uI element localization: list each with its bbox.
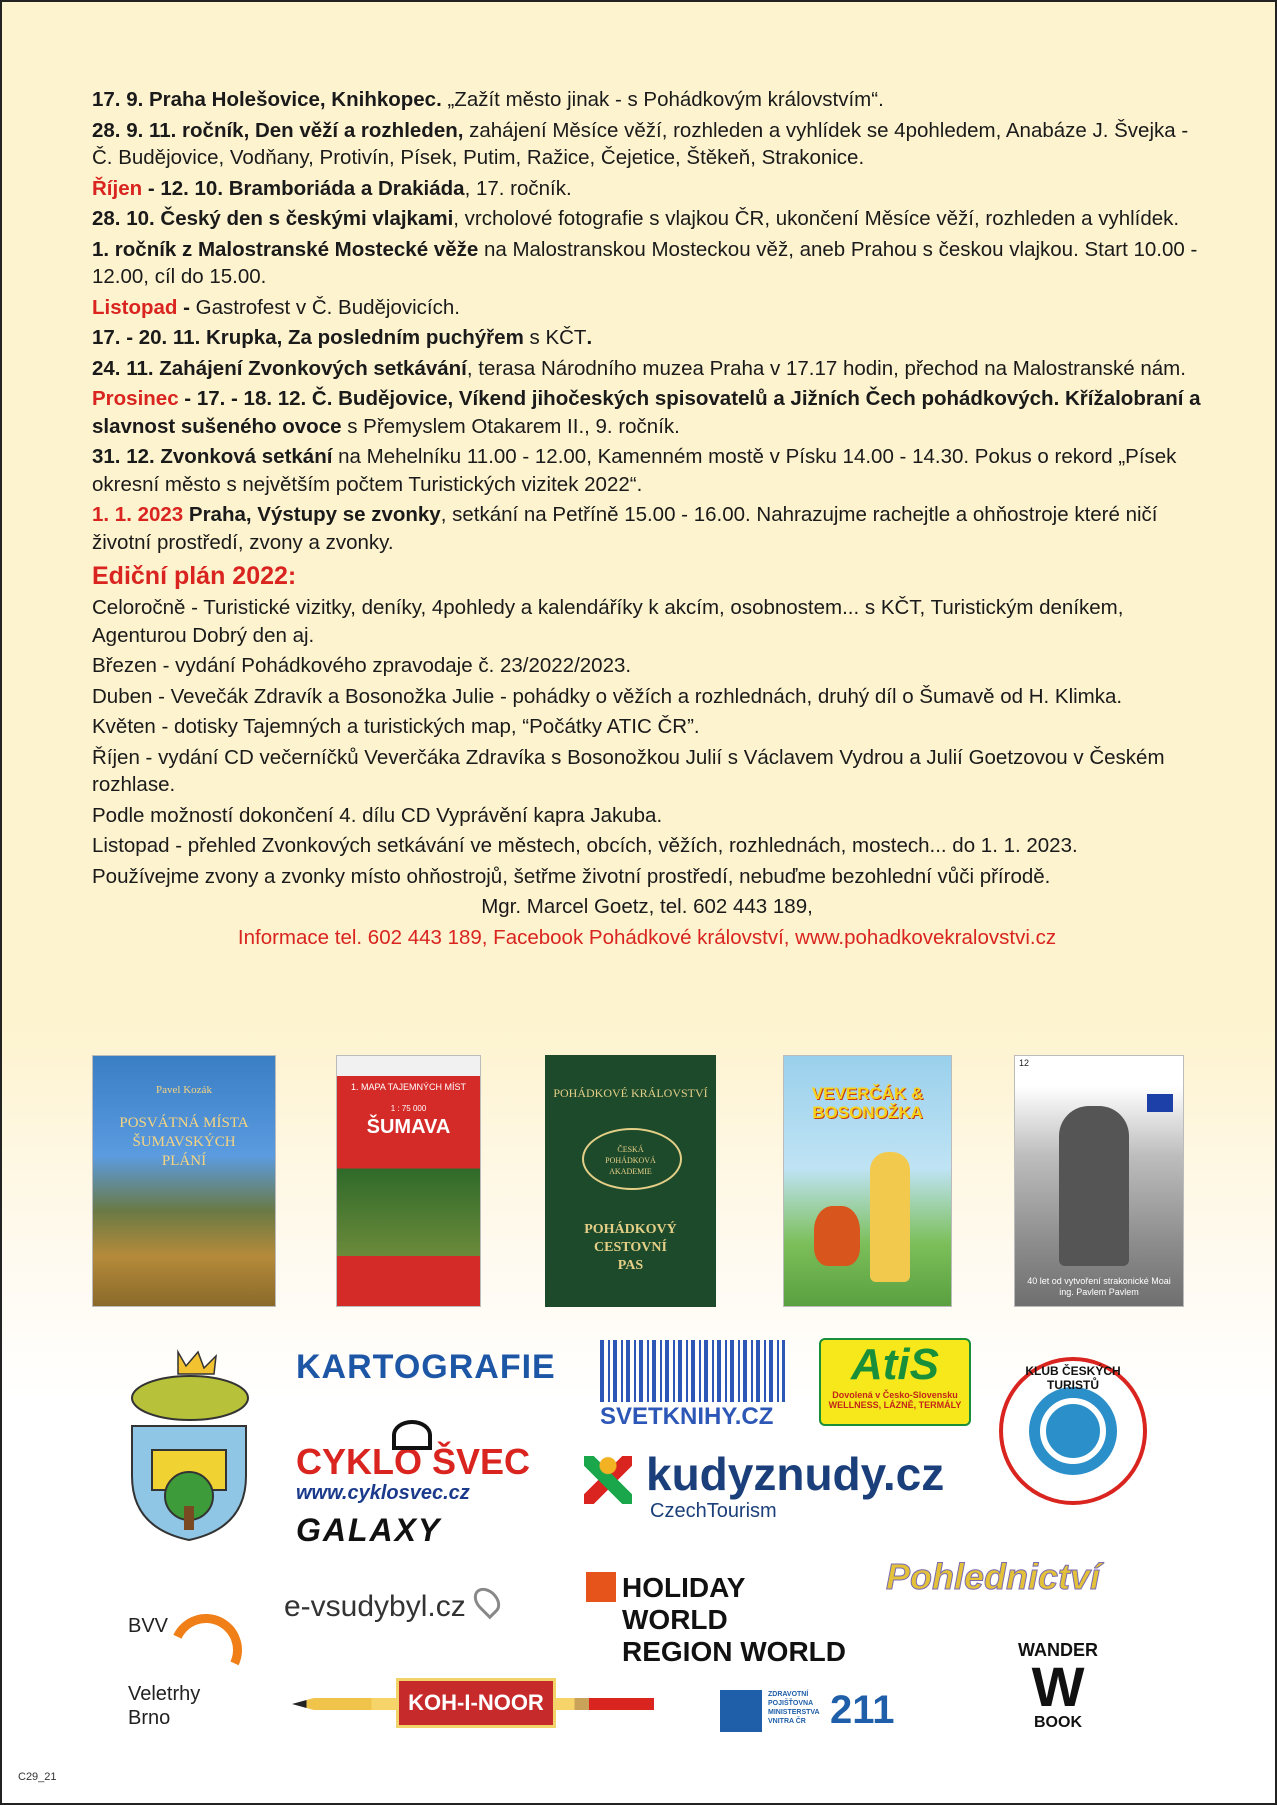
czechtourism-text: CzechTourism (650, 1500, 777, 1522)
kartografie-logo: KARTOGRAFIE (296, 1348, 556, 1386)
card-number: 12 (1019, 1058, 1030, 1068)
signature: Mgr. Marcel Goetz, tel. 602 443 189, (481, 895, 813, 918)
kct-logo (998, 1356, 1148, 1506)
event-item (92, 236, 1202, 291)
wander-w-icon: W (1031, 1655, 1085, 1718)
event-text: 28. 10. Český den s českými vlajkami (92, 207, 454, 230)
plan-item: Říjen - vydání CD večerníčků Veverčáka Zdravíka s Bosonožkou Julií s Václavem Vydrou a Julií Goetzovou v Českém rozhlase. (92, 745, 1165, 796)
event-text: 17. - 20. 11. Krupka, Za posledním puchýřem (92, 326, 524, 349)
event-text: - (177, 295, 196, 319)
event-text: , 17. ročník. (464, 176, 572, 200)
atis-text: AtiS (851, 1340, 939, 1389)
event-text: na Malostranskou Mosteckou věž, aneb Prahou s českou vlajkou. Start 10.00 - 12.00, cíl do 15.00. (92, 237, 1198, 288)
event-text: Gastrofest v Č. Budějovicích. (195, 295, 460, 319)
event-text: na Mehelníku 11.00 - 12.00, Kamenném mostě v Písku 14.00 - 14.30. Pokus o rekord „Písek okresní město s největším počtem Turistických vizitek 2022“. (92, 445, 1177, 496)
events-text (92, 86, 1202, 954)
event-text: Prosinec (92, 387, 179, 410)
card-caption: 40 let od vytvoření strakonické Moai ing. Pavlem Pavlem (1027, 1276, 1171, 1297)
event-text: zahájení Měsíce věží, rozhleden a vyhlídek se 4pohledem, Anabáze J. Švejka - Č. Budějovice, Vodňany, Protivín, Písek, Putim, Ražice, Čejetice, Štěkeň, Strakonice. (92, 118, 1189, 169)
pohlednictvi-logo: Pohlednictví (886, 1556, 1101, 1597)
cyklo-url: www.cyklosvec.cz (296, 1482, 470, 1504)
event-text: . (586, 326, 593, 349)
kohinoor-logo (292, 1676, 654, 1730)
event-text: 17. 9. Praha Holešovice, Knihkopec. (92, 88, 442, 111)
event-item (92, 355, 1202, 383)
bvv-brno: Brno (128, 1707, 171, 1729)
cyklosvec-logo (296, 1420, 532, 1504)
passport-seal-text: ČESKÁ POHÁDKOVÁ AKADEMIE (605, 1145, 656, 1176)
moai-statue (1059, 1106, 1129, 1266)
event-item (92, 443, 1202, 498)
event-text: 31. 12. Zvonková setkání (92, 445, 333, 468)
plan-item: Březen - vydání Pohádkového zpravodaje č. 23/2022/2023. (92, 654, 632, 677)
galaxy-logo: GALAXY (296, 1512, 442, 1548)
cyclist-icon (392, 1420, 432, 1450)
book1-author: Pavel Kozák (156, 1084, 212, 1096)
bvv-veletrhy: Veletrhy (128, 1683, 201, 1705)
atis-sub2: WELLNESS, LÁZNĚ, TERMÁLY (828, 1400, 962, 1410)
passport-top: POHÁDKOVÉ KRÁLOVSTVÍ (553, 1086, 708, 1100)
event-item (92, 117, 1202, 172)
holiday-text: HOLIDAY WORLD (622, 1572, 745, 1635)
book4-title: VEVERČÁK & BOSONOŽKA (811, 1084, 924, 1122)
event-text: 1. 1. 2023 (92, 503, 184, 526)
event-text: - 12. 10. Bramboriáda a Drakiáda (142, 176, 465, 200)
town-coat-of-arms (118, 1346, 260, 1542)
girl-figure (870, 1152, 910, 1282)
event-text: - 17. - 18. 12. Č. Budějovice, Víkend jihočeských spisovatelů a Jižních Čech pohádkových. Křížalobraní a slavnost sušeného ovoce (92, 387, 1201, 438)
kudyznudy-text: kudyznudy.cz (646, 1448, 945, 1500)
event-text: Listopad (92, 295, 178, 319)
plan-item: Celoročně - Turistické vizitky, deníky, 4pohledy a kalendáříky k akcím, osobnostem... s KČT, Turistickým deníkem, Agenturou Dobrý den aj. (92, 596, 1124, 647)
book1-title: POSVÁTNÁ MÍSTA ŠUMAVSKÝCH PLÁNÍ (119, 1115, 249, 1169)
event-text: 28. 9. 11. ročník, Den věží a rozhleden, (92, 118, 464, 142)
svetknihy-text: SVETKNIHY.CZ (600, 1403, 774, 1430)
plan-item: Podle možností dokončení 4. dílu CD Vyprávění kapra Jakuba. (92, 803, 663, 827)
plan-title: Ediční plán 2022: (92, 562, 297, 590)
kudyznudy-logo (584, 1448, 964, 1522)
squirrel-figure (814, 1206, 860, 1266)
contact-line: Informace tel. 602 443 189, Facebook Pohádkové království, www.pohadkovekralovstvi.cz (237, 925, 1057, 949)
holiday-icon (586, 1572, 616, 1602)
plan-item: Květen - dotisky Tajemných a turistických map, “Počátky ATIC ČR”. (92, 715, 700, 738)
event-text: Říjen (92, 176, 143, 200)
book-text: BOOK (1034, 1714, 1082, 1731)
book-vevercak (783, 1055, 952, 1307)
event-text: 24. 11. Zahájení Zvonkových setkávání (92, 356, 467, 380)
map-scale: 1 : 75 000 (390, 1104, 427, 1113)
event-text: , vrcholové fotografie s vlajkou ČR, ukončení Měsíce věží, rozhleden a vyhlídek. (453, 207, 1180, 230)
kohinoor-text: KOH-I-NOOR (396, 1678, 556, 1728)
events-list (92, 86, 1202, 556)
event-text: , setkání na Petříně 15.00 - 16.00. Nahrazujme rachejtle a ohňostroje které ničí životní prostředí, zvony a zvonky. (92, 503, 1158, 554)
event-item (92, 86, 1202, 114)
plan-item: Používejme zvony a zvonky místo ohňostrojů, šetřme životní prostředí, nebuďme bezohlední vůči přírodě. (92, 864, 1051, 888)
region-text: REGION WORLD (622, 1636, 846, 1667)
zp-text: ZDRAVOTNÍ POJIŠŤOVNA MINISTERSTVA VNITRA ČR (768, 1691, 820, 1725)
plan-item: Listopad - přehled Zvonkových setkávání ve městech, obcích, věžích, rozhlednách, mostech... do 1. 1. 2023. (92, 834, 1078, 857)
map-header: 1. MAPA TAJEMNÝCH MÍST (350, 1082, 467, 1092)
plan-item: Duben - Vevečák Zdravík a Bosonožka Julie - pohádky o věžích a rozhlednách, druhý díl o Šumavě od H. Klimka. (92, 684, 1123, 708)
atis-logo (819, 1338, 971, 1426)
atis-sub1: Dovolená v Česko-Slovensku (832, 1390, 958, 1400)
passport-cover (545, 1055, 716, 1307)
event-item (92, 501, 1202, 556)
location-pin-icon (469, 1583, 506, 1620)
zp-badge-icon (720, 1690, 762, 1732)
event-item (92, 324, 1202, 352)
event-text: 1. ročník z Malostranské Mostecké věže (92, 237, 479, 261)
map-sumava (336, 1055, 481, 1307)
event-item (92, 205, 1202, 233)
event-text: Praha, Výstupy se zvonky (183, 503, 441, 526)
wanderbook-logo (974, 1640, 1142, 1734)
wander-text: WANDER (1018, 1640, 1098, 1660)
event-text: , terasa Národního muzea Praha v 17.17 hodin, přechod na Malostranské nám. (466, 356, 1186, 380)
bvv-text: BVV (128, 1615, 169, 1637)
cyklo-text: CYKLO ŠVEC (296, 1441, 531, 1482)
zp211-logo (720, 1688, 902, 1734)
barcode-icon (600, 1340, 785, 1402)
card-moai (1014, 1055, 1184, 1307)
zp-number: 211 (830, 1688, 895, 1732)
event-item (92, 175, 1202, 203)
kct-text: KLUB ČESKÝCH TURISTŮ (1025, 1364, 1121, 1392)
event-item (92, 294, 1202, 322)
evsudybyl-logo (284, 1586, 498, 1624)
holidayworld-logo (586, 1572, 856, 1668)
plan-list (92, 594, 1202, 890)
svetknihy-logo (600, 1340, 785, 1432)
map-title: ŠUMAVA (366, 1116, 451, 1138)
event-item (92, 385, 1202, 440)
event-text: s KČT (523, 326, 587, 349)
event-text: „Zažít město jinak - s Pohádkovým královstvím“. (441, 88, 884, 111)
evsudybyl-text: e-vsudybyl.cz (284, 1590, 466, 1623)
footer-code: C29_21 (18, 1771, 57, 1783)
eu-flag-icon (1147, 1094, 1173, 1112)
star-figure-icon (584, 1456, 632, 1504)
book-posvatna-mista (92, 1055, 276, 1307)
event-text: s Přemyslem Otakarem II., 9. ročník. (341, 414, 680, 438)
passport-title: POHÁDKOVÝ CESTOVNÍ PAS (584, 1222, 677, 1273)
bvv-logo (128, 1614, 248, 1734)
